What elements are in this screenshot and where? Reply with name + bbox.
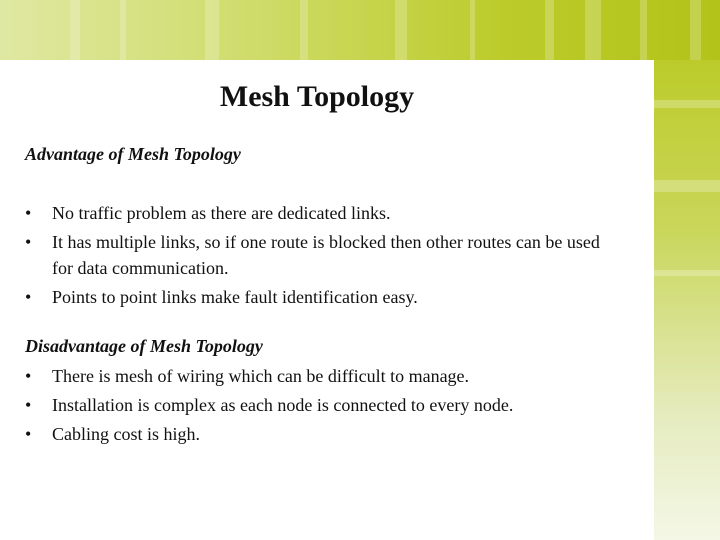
- slide-title: Mesh Topology: [219, 80, 415, 113]
- advantages-heading: Advantage of Mesh Topology: [25, 144, 241, 164]
- side-decoration-band: [654, 60, 720, 540]
- disadvantages-heading: Disadvantage of Mesh Topology: [25, 336, 263, 356]
- list-item: • It has multiple links, so if one route is blocked then other routes can be used for data communication.: [25, 229, 615, 281]
- list-item: • Points to point links make fault identification easy.: [25, 284, 615, 310]
- disadvantages-list: [25, 363, 615, 450]
- list-item: • Cabling cost is high.: [25, 421, 615, 447]
- advantages-list: [25, 200, 615, 313]
- list-item: • There is mesh of wiring which can be difficult to manage.: [25, 363, 615, 389]
- slide-content-panel: [0, 60, 654, 540]
- list-item: • Installation is complex as each node is connected to every node.: [25, 392, 615, 418]
- header-decoration-band: [0, 0, 720, 60]
- list-item: • No traffic problem as there are dedicated links.: [25, 200, 615, 226]
